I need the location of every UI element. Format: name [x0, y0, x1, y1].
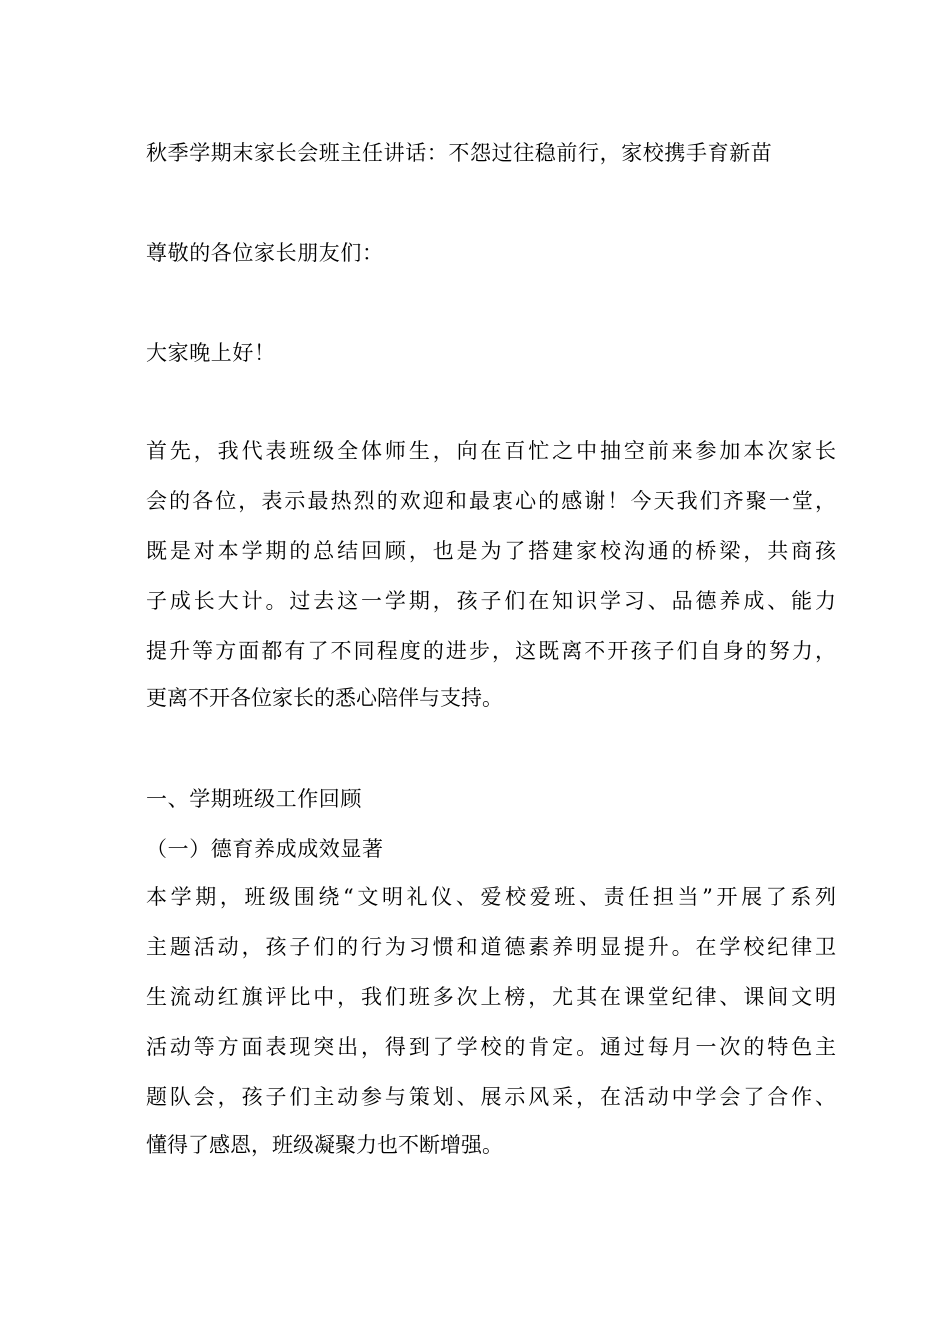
document-title: 秋季学期末家长会班主任讲话：不怨过往稳前行，家校携手育新苗: [146, 141, 773, 165]
section-heading: 一、学期班级工作回顾: [146, 787, 362, 811]
intro-line: 子成长大计。过去这一学期，孩子们在知识学习、品德养成、能力: [146, 589, 836, 613]
section1-line: 本学期，班级围绕“文明礼仪、爱校爱班、责任担当”开展了系列: [146, 885, 836, 909]
subsection-heading: （一）德育养成成效显著: [146, 837, 384, 861]
section1-line: 题队会，孩子们主动参与策划、展示风采，在活动中学会了合作、: [146, 1085, 836, 1109]
section1-line: 主题活动，孩子们的行为习惯和道德素养明显提升。在学校纪律卫: [146, 935, 836, 959]
section1-line: 活动等方面表现突出，得到了学校的肯定。通过每月一次的特色主: [146, 1035, 836, 1059]
intro-line: 更离不开各位家长的悉心陪伴与支持。: [146, 686, 503, 710]
intro-line: 首先，我代表班级全体师生，向在百忙之中抽空前来参加本次家长: [146, 439, 836, 463]
greeting: 大家晚上好！: [146, 341, 276, 365]
section1-line: 懂得了感恩，班级凝聚力也不断增强。: [146, 1133, 503, 1157]
intro-line: 会的各位，表示最热烈的欢迎和最衷心的感谢！今天我们齐聚一堂，: [146, 489, 836, 513]
salutation: 尊敬的各位家长朋友们：: [146, 241, 384, 265]
section1-line: 生流动红旗评比中，我们班多次上榜，尤其在课堂纪律、课间文明: [146, 985, 836, 1009]
intro-line: 既是对本学期的总结回顾，也是为了搭建家校沟通的桥梁，共商孩: [146, 539, 836, 563]
intro-line: 提升等方面都有了不同程度的进步，这既离不开孩子们自身的努力，: [146, 639, 836, 663]
